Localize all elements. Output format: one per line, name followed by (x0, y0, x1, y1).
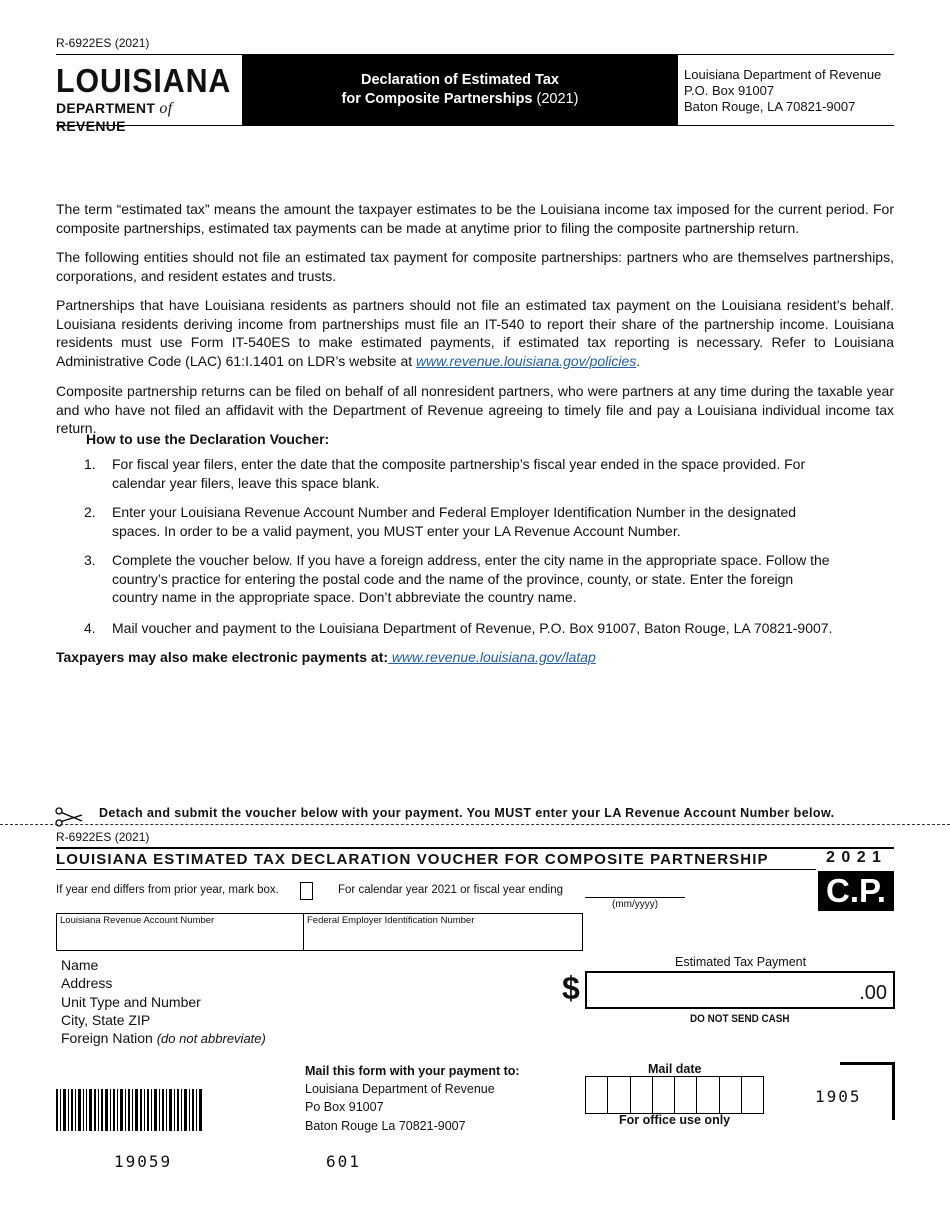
form-id: R-6922ES (2021) (56, 36, 150, 50)
mail-date-cell (675, 1077, 697, 1113)
payment-label: Estimated Tax Payment (675, 955, 807, 969)
mail-date-cell (631, 1077, 653, 1113)
scan-code-1905: 1905 (815, 1087, 862, 1106)
detach-cut-line[interactable] (0, 824, 950, 825)
epay-line (56, 649, 596, 665)
howto-step (84, 503, 844, 543)
unit-line: Unit Type and Number (61, 993, 201, 1010)
address-line-2: P.O. Box 91007 (684, 83, 775, 98)
step-text: Enter your Louisiana Revenue Account Number and Federal Employer Identification Number in the designated spaces. In order to be a valid payment, you MUST enter your LA Revenue Account Number. (112, 504, 797, 539)
no-cash-notice: DO NOT SEND CASH (690, 1013, 790, 1025)
fiscal-year-label: For calendar year 2021 or fiscal year ending (338, 884, 564, 896)
foreign-nation-line (61, 1029, 266, 1048)
paragraph-composite: Composite partnership returns can be filed on behalf of all nonresident partners, who were partners at any time during the taxable year and who have not filed an affidavit with the Department of Revenue agreeing to timely file and pay a Louisiana individual income tax return. (56, 383, 894, 436)
step-number: 1. (84, 456, 96, 472)
mail-date-grid (585, 1076, 764, 1114)
logo-department (56, 100, 241, 134)
step-number: 2. (84, 504, 96, 520)
address-line-1: Louisiana Department of Revenue (684, 67, 882, 82)
voucher-form-id: R-6922ES (2021) (56, 830, 150, 844)
logo-revenue-word: REVENUE (56, 118, 126, 134)
mail-date-cell (586, 1077, 608, 1113)
paragraph-residents (56, 296, 894, 370)
year-end-checkbox[interactable] (300, 882, 313, 900)
policies-link[interactable]: www.revenue.louisiana.gov/policies (416, 352, 637, 369)
step-number: 3. (84, 552, 96, 568)
dollar-sign: $ (562, 970, 580, 1006)
paragraph-entities: The following entities should not file an estimated tax payment for composite partnerships: partners who are themselves partnerships, corporations, and resident estates and trusts. (56, 249, 894, 284)
cents-label: .00 (859, 982, 887, 1004)
mail-address-line: Po Box 91007 (305, 1100, 384, 1115)
howto-step (84, 551, 844, 609)
estimated-payment-input[interactable] (585, 971, 895, 1009)
scan-code-601: 601 (326, 1152, 361, 1171)
voucher-top-rule (56, 847, 894, 849)
latap-link[interactable]: www.revenue.louisiana.gov/latap (388, 649, 596, 665)
epay-label: Taxpayers may also make electronic payments at: (56, 649, 389, 665)
step-text: Mail voucher and payment to the Louisiana Department of Revenue, P.O. Box 91007, Baton Rouge, LA 70821-9007. (112, 620, 833, 636)
fein-field-label: Federal Employer Identification Number (307, 915, 475, 926)
mail-date-cell (742, 1077, 763, 1113)
city-state-zip-line: City, State ZIP (61, 1011, 151, 1028)
name-address-block[interactable] (61, 956, 266, 1048)
title-line-2: for Composite Partnerships (341, 91, 533, 107)
ldr-logo (56, 64, 241, 134)
howto-heading: How to use the Declaration Voucher: (86, 431, 330, 447)
scan-code-19059: 19059 (114, 1152, 173, 1171)
office-use-label: For office use only (619, 1113, 731, 1127)
voucher-title-underline (56, 869, 816, 870)
la-account-number-field[interactable] (56, 913, 304, 951)
form-title-box (242, 54, 678, 126)
foreign-nation-label: Foreign Nation (61, 1030, 153, 1047)
mail-date-cell (697, 1077, 719, 1113)
logo-dept-word: DEPARTMENT (56, 100, 156, 116)
logo-of-word: of (159, 100, 173, 117)
date-format-hint: (mm/yyyy) (612, 899, 659, 910)
header-address (684, 67, 881, 115)
foreign-nation-note: (do not abbreviate) (156, 1031, 266, 1047)
howto-step (84, 619, 844, 639)
corner-registration-mark (840, 1062, 895, 1120)
mail-to-block (305, 1062, 520, 1135)
step-text: For fiscal year filers, enter the date that the composite partnership’s fiscal year ended in the space provided. For calendar year filers, leave this space blank. (112, 456, 806, 491)
voucher-title: LOUISIANA ESTIMATED TAX DECLARATION VOUCHER FOR COMPOSITE PARTNERSHIP (56, 851, 769, 868)
address-line: Address (61, 975, 113, 992)
mail-address-line: Baton Rouge La 70821-9007 (305, 1118, 466, 1133)
name-line: Name (61, 957, 99, 973)
mail-date-cell (653, 1077, 675, 1113)
fiscal-year-end-input[interactable] (585, 883, 685, 898)
title-year: (2021) (536, 91, 579, 107)
step-number: 4. (84, 620, 96, 636)
fein-field[interactable] (303, 913, 583, 951)
year-end-label: If year end differs from prior year, mark box. (56, 884, 279, 896)
mail-address-line: Louisiana Department of Revenue (305, 1082, 495, 1097)
address-line-3: Baton Rouge, LA 70821-9007 (684, 99, 856, 114)
mail-date-cell (720, 1077, 742, 1113)
paragraph-residents-end: . (636, 352, 641, 369)
mail-date-cell (608, 1077, 630, 1113)
mail-heading: Mail this form with your payment to: (305, 1064, 520, 1078)
paragraph-estimated-tax: The term “estimated tax” means the amount the taxpayer estimates to be the Louisiana income tax imposed for the current period. For composite partnerships, estimated tax payments can be made at anytime prior to filing the composite partnership return. (56, 201, 894, 236)
barcode (56, 1089, 204, 1131)
step-text: Complete the voucher below. If you have a foreign address, enter the city name in the appropriate space. Follow the country’s practice for entering the postal code and the name of the province, county, or state. Enter the foreign country name in the appropriate space. Don’t abbreviate the country name. (112, 552, 830, 605)
account-field-label: Louisiana Revenue Account Number (60, 915, 215, 926)
paragraph-residents-text: Partnerships that have Louisiana residents as partners should not file an estimated tax payment on the Louisiana resident’s behalf. Louisiana residents deriving income from partnerships must file an IT-540 to report their share of the partnership income. Louisiana residents must use Form IT-540ES to make estimated payments, if estimated tax reporting is necessary. Refer to Louisiana Administrative Code (LAC) 61:I.1401 on LDR’s website at (56, 297, 894, 369)
mail-date-label: Mail date (648, 1062, 702, 1076)
cp-badge: C.P. (818, 871, 894, 911)
title-line-1: Declaration of Estimated Tax (361, 72, 559, 88)
logo-louisiana: LOUISIANA (56, 62, 232, 99)
howto-step (84, 455, 844, 495)
voucher-year: 2 0 2 1 (826, 849, 882, 866)
detach-instructions: Detach and submit the voucher below with your payment. You MUST enter your LA Revenue Account Number below. (99, 806, 835, 820)
